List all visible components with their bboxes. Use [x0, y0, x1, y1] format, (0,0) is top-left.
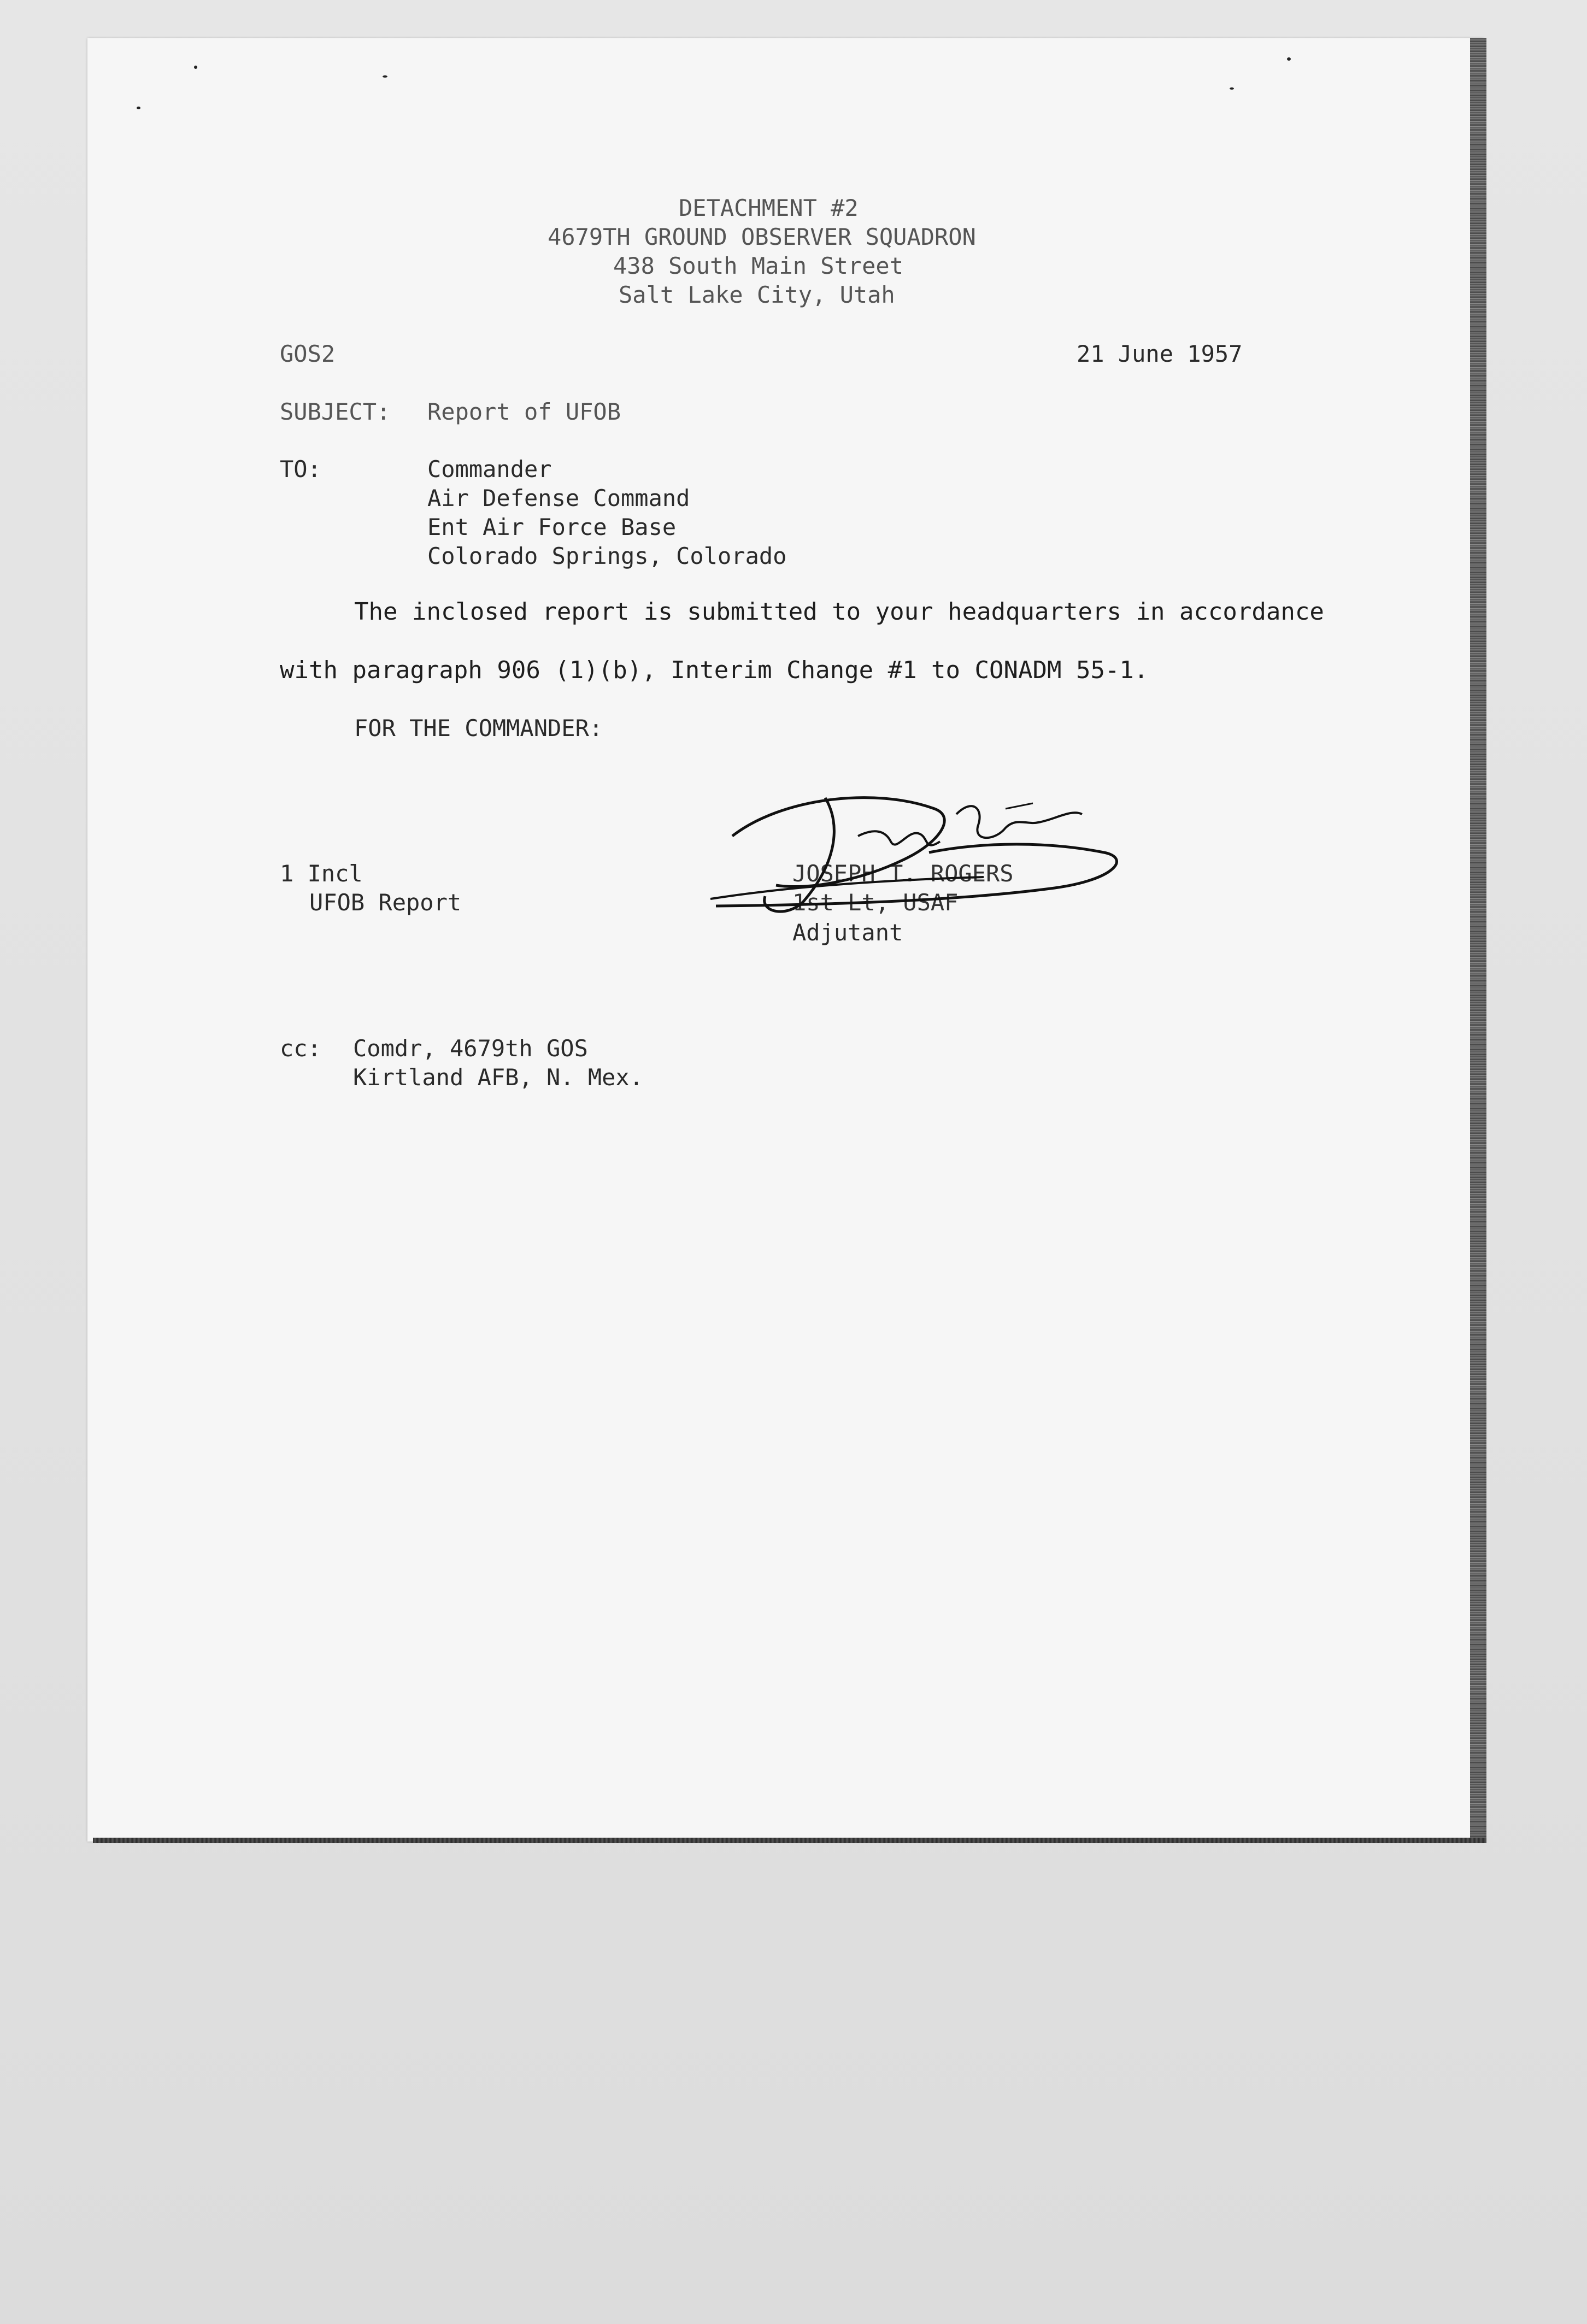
body-line: The inclosed report is submitted to your headquarters in accordance — [354, 598, 1324, 626]
page-bottom-edge — [93, 1838, 1486, 1843]
scan-speck — [194, 66, 197, 69]
scan-speck — [1287, 57, 1291, 61]
to-label: TO: — [280, 456, 321, 483]
subject-value: Report of UFOB — [427, 398, 621, 425]
scan-speck — [1230, 87, 1234, 90]
scan-speck — [383, 75, 387, 78]
signer-name: JOSEPH T. ROGERS — [792, 860, 1014, 887]
letterhead-street: 438 South Main Street — [613, 252, 904, 279]
letterhead-city: Salt Lake City, Utah — [619, 281, 895, 308]
enclosure-title: UFOB Report — [309, 889, 462, 916]
scan-speck — [137, 107, 140, 109]
body-line: with paragraph 906 (1)(b), Interim Change #1 to CONADM 55-1. — [280, 656, 1149, 684]
addressee-line: Commander — [427, 456, 552, 483]
letterhead-squadron: 4679TH GROUND OBSERVER SQUADRON — [548, 223, 976, 250]
addressee-line: Ent Air Force Base — [427, 514, 677, 540]
letterhead-unit: DETACHMENT #2 — [679, 195, 859, 221]
signer-rank: 1st Lt, USAF — [792, 889, 959, 916]
cc-label: cc: — [280, 1035, 321, 1062]
letter-date: 21 June 1957 — [1077, 340, 1243, 367]
cc-location: Kirtland AFB, N. Mex. — [353, 1064, 644, 1091]
page-right-edge — [1470, 38, 1486, 1841]
signer-title: Adjutant — [792, 919, 903, 946]
cc-recipient: Comdr, 4679th GOS — [353, 1035, 588, 1062]
enclosure-count: 1 Incl — [280, 860, 363, 887]
addressee-line: Air Defense Command — [427, 485, 690, 511]
office-symbol: GOS2 — [280, 340, 336, 367]
handwritten-signature — [700, 776, 1137, 929]
complimentary-close: FOR THE COMMANDER: — [354, 715, 603, 742]
letter-page — [87, 38, 1484, 1841]
addressee-line: Colorado Springs, Colorado — [427, 543, 787, 569]
subject-label: SUBJECT: — [280, 398, 391, 425]
